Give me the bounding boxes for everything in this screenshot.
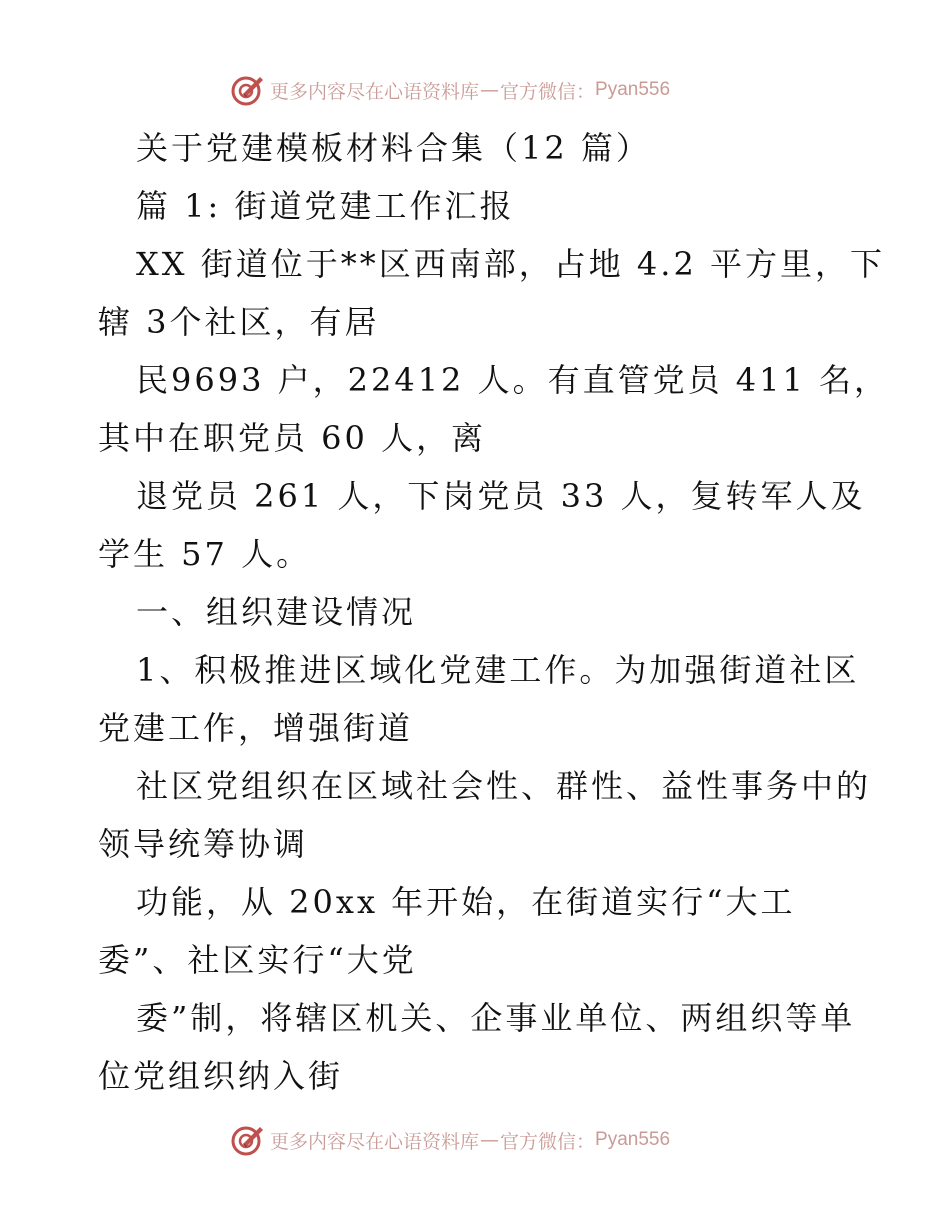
watermark-dash: — [480, 79, 500, 101]
paragraph-line: 辖 3个社区，有居 [98, 303, 380, 341]
paragraph-line: 民9693 户，22412 人。有直管党员 411 名， [136, 361, 890, 399]
paragraph-line: 领导统筹协调 [98, 825, 309, 863]
paragraph-line: 其中在职党员 60 人，离 [98, 419, 487, 457]
watermark-wechat-id: Pyan556 [595, 1129, 671, 1150]
paragraph-line: 党建工作，增强街道 [98, 709, 414, 747]
watermark-site-text: 更多内容尽在心语资料库 [270, 1130, 480, 1153]
paragraph-line: 委”、社区实行“大党 [98, 941, 417, 979]
pen-logo-icon [230, 1122, 266, 1158]
document-title: 关于党建模板材料合集（12 篇） [136, 129, 651, 167]
paragraph-line: 委”制，将辖区机关、企事业单位、两组织等单 [136, 999, 856, 1037]
watermark-site-text: 更多内容尽在心语资料库 [270, 80, 480, 103]
paragraph-line: 退党员 261 人，下岗党员 33 人，复转军人及 [136, 477, 866, 515]
section-title: 篇 1: 街道党建工作汇报 [136, 187, 515, 225]
heading-line: 一、组织建设情况 [136, 593, 417, 631]
paragraph-line: XX 街道位于**区西南部，占地 4.2 平方里，下 [136, 245, 885, 283]
paragraph-line: 位党组织纳入街 [98, 1057, 344, 1095]
paragraph-line: 社区党组织在区域社会性、群性、益性事务中的 [136, 767, 872, 805]
watermark-dash: — [480, 1129, 500, 1151]
watermark-wechat-label: 官方微信： [500, 1130, 596, 1153]
paragraph-line: 1、积极推进区域化党建工作。为加强街道社区 [136, 651, 860, 689]
footer-watermark-banner [230, 1120, 750, 1160]
paragraph-line: 功能，从 20xx 年开始，在街道实行“大工 [136, 883, 796, 921]
watermark-wechat-label: 官方微信： [500, 80, 596, 103]
watermark-wechat-id: Pyan556 [595, 79, 671, 100]
paragraph-line: 学生 57 人。 [98, 535, 312, 573]
